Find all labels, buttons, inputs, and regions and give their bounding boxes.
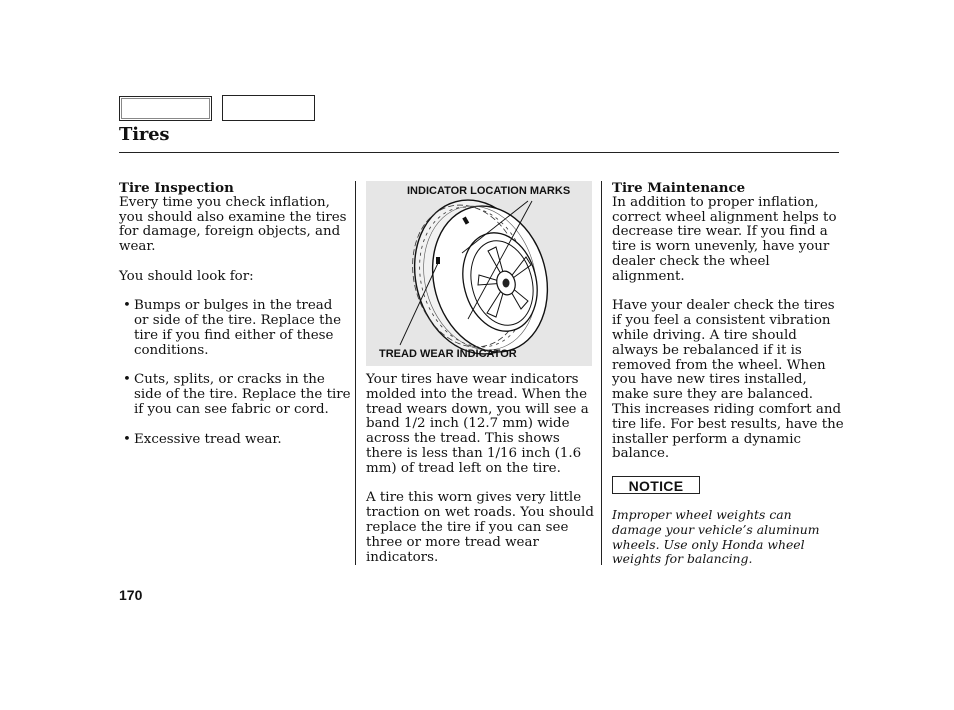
list-item <box>119 299 351 358</box>
bullet-text: Excessive tread wear. <box>134 431 282 447</box>
wear-indicator-column <box>366 373 598 565</box>
bullet-text: Cuts, splits, or cracks in the side of the tire. Replace the tire if you can see fabric or cord. <box>134 372 351 417</box>
nav-button-back[interactable] <box>119 96 212 121</box>
page-number: 170 <box>119 587 143 603</box>
indicator-location-marks-label: INDICATOR LOCATION MARKS <box>407 185 571 197</box>
tire-inspection-column <box>119 181 351 447</box>
tire-maintenance-column <box>612 181 844 567</box>
column-divider-1 <box>355 181 356 565</box>
notice-text: Improper wheel weights can damage your vehicle’s aluminum wheels. Use only Honda wheel weights for balancing. <box>612 506 820 567</box>
title-rule <box>119 152 839 153</box>
section-heading-tire-inspection: Tire Inspection <box>119 180 234 196</box>
tire-illustration <box>366 181 592 366</box>
section-heading-tire-maintenance: Tire Maintenance <box>612 180 746 196</box>
tread-wear-indicator-label: TREAD WEAR INDICATOR <box>379 348 517 360</box>
bullet-icon: • <box>123 431 131 447</box>
list-item <box>119 373 351 417</box>
wear-indicator-paragraph-1: Your tires have wear indicators molded into the tread. When the tread wears down, you will see a band 1/2 inch (12.7 mm) wide across the tread. This shows there is less than 1/16 inch (1.6 mm) of tread left on the tire. <box>366 372 589 476</box>
look-for-text: You should look for: <box>119 268 254 284</box>
tire-icon <box>366 181 592 366</box>
inspection-intro: Every time you check inflation, you should also examine the tires for damage, foreign objects, and wear. <box>119 194 347 255</box>
maintenance-paragraph-1: In addition to proper inflation, correct wheel alignment helps to decrease tire wear. If you find a tire is worn unevenly, have your dealer check the wheel alignment. <box>612 194 837 284</box>
bullet-icon: • <box>123 372 131 388</box>
maintenance-paragraph-2: Have your dealer check the tires if you feel a consistent vibration while driving. A tire should always be rebalanced if it is removed from the wheel. When you have new tires installed, make sure they are balanced. This increases riding comfort and tire life. For best results, have the installer perform a dynamic balance. <box>612 298 844 462</box>
wear-indicator-paragraph-2: A tire this worn gives very little traction on wet roads. You should replace the tire if you can see three or more tread wear indicators. <box>366 490 594 565</box>
bullet-text: Bumps or bulges in the tread or side of the tire. Replace the tire if you find either of these conditions. <box>134 298 342 358</box>
bullet-icon: • <box>123 298 131 314</box>
nav-button-forward[interactable] <box>222 95 315 121</box>
list-item <box>119 433 351 448</box>
page-title: Tires <box>119 124 170 145</box>
column-divider-2 <box>601 181 602 565</box>
notice-badge: NOTICE <box>612 476 700 494</box>
